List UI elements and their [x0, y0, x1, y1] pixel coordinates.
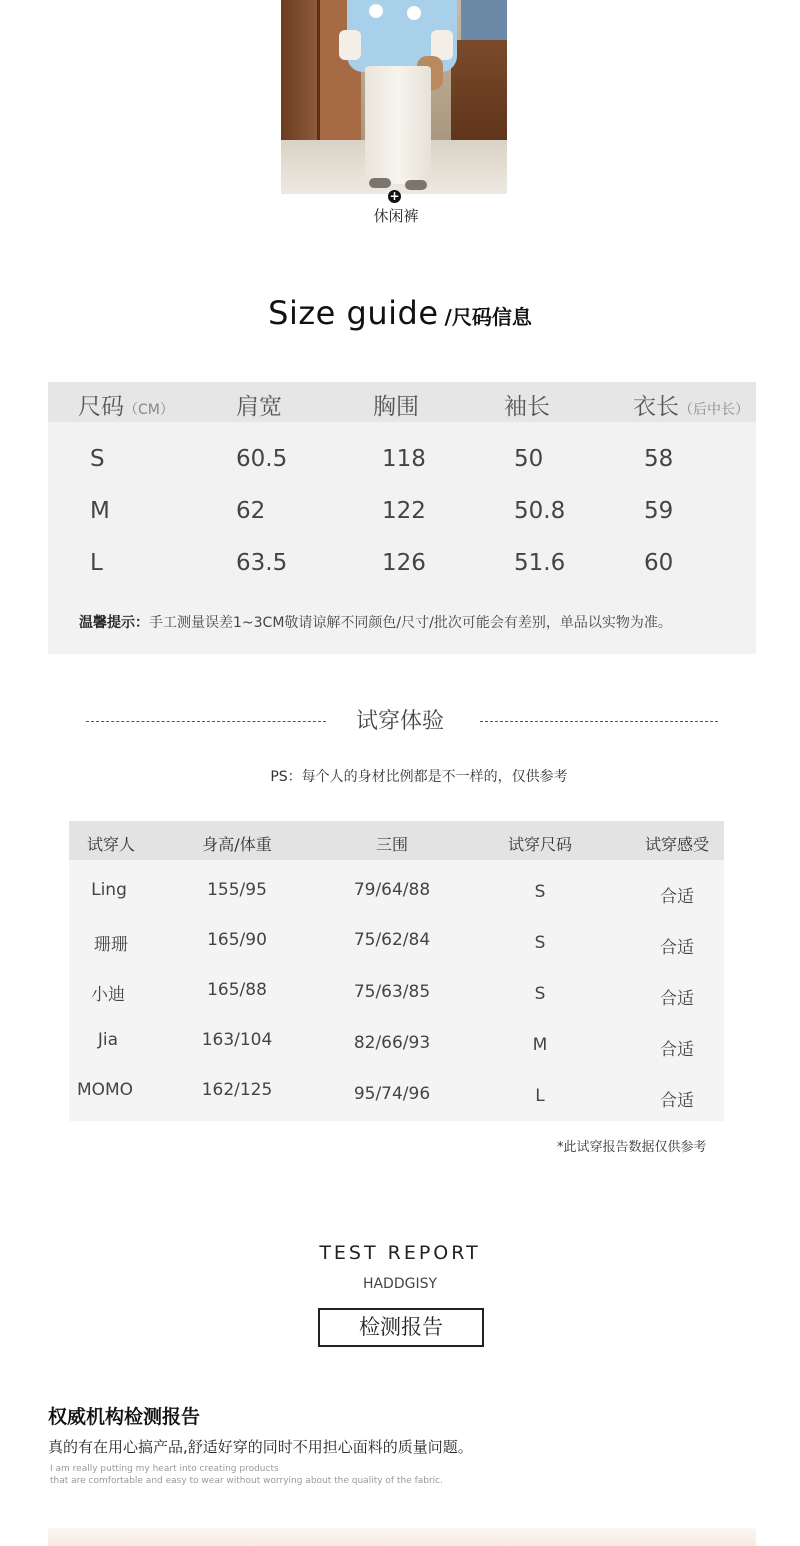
cell-length: 60: [644, 550, 674, 576]
size-row: [48, 492, 756, 532]
cell-shoulder: 63.5: [236, 550, 288, 576]
cell-height-weight: 162/125: [201, 1080, 273, 1100]
try-on-note: PS：每个人的身材比例都是不一样的，仅供参考: [270, 769, 568, 785]
try-on-title: 试穿体验: [355, 709, 444, 734]
cell-height-weight: 155/95: [207, 880, 267, 900]
cell-person: 小迪: [91, 985, 125, 1005]
header-shoulder: 肩宽: [236, 394, 282, 420]
cell-shoulder: 62: [236, 498, 266, 524]
cell-feeling: 合适: [660, 989, 694, 1009]
report-image-top: [48, 1528, 756, 1546]
cell-person: Jia: [97, 1030, 119, 1050]
authority-title: 权威机构检测报告: [48, 1406, 201, 1428]
cell-height-weight: 163/104: [201, 1030, 273, 1050]
brand-name: HADDGISY: [362, 1276, 438, 1292]
cell-person: Ling: [91, 880, 127, 900]
size-tip-label: 温馨提示：: [79, 615, 149, 631]
authority-description: 真的有在用心搞产品,舒适好穿的同时不用担心面料的质量问题。: [48, 1438, 473, 1456]
cell-size: S: [534, 882, 546, 902]
cell-measurements: 79/64/88: [353, 880, 431, 900]
product-caption: 休闲裤: [373, 207, 419, 225]
cell-person: 珊珊: [94, 935, 128, 955]
cell-size: M: [90, 498, 110, 524]
cell-chest: 122: [382, 498, 426, 524]
cell-person: MOMO: [76, 1080, 134, 1100]
cell-measurements: 82/66/93: [353, 1033, 431, 1053]
cell-feeling: 合适: [660, 1040, 694, 1060]
size-guide-title-en: Size guide: [268, 294, 439, 332]
divider-right: [480, 721, 718, 722]
cell-size: L: [535, 1086, 545, 1106]
size-tip-text: 手工测量误差1~3CM敬请谅解不同颜色/尺寸/批次可能会有差别，单品以实物为准。: [149, 615, 672, 631]
size-tip: [79, 612, 672, 632]
table-row: [69, 880, 724, 920]
cell-height-weight: 165/88: [207, 980, 267, 1000]
cell-size: S: [90, 446, 105, 472]
cell-sleeve: 51.6: [514, 550, 566, 576]
cell-height-weight: 165/90: [207, 930, 267, 950]
header-chest: 胸围: [373, 394, 419, 420]
header-length: 衣长（后中长）: [633, 394, 749, 420]
header-measurements: 三围: [375, 835, 409, 854]
cell-size: S: [534, 984, 546, 1004]
header-try-size: 试穿尺码: [507, 835, 573, 854]
header-size: 尺码（CM）: [78, 394, 174, 420]
size-row: [48, 544, 756, 584]
cell-measurements: 75/62/84: [353, 930, 431, 950]
cell-measurements: 95/74/96: [353, 1084, 431, 1104]
try-on-table-header: [69, 821, 724, 860]
size-row: [48, 440, 756, 480]
header-feeling: 试穿感受: [644, 835, 710, 854]
table-row: [69, 980, 724, 1020]
cell-size: L: [90, 550, 103, 576]
table-row: [69, 930, 724, 970]
cell-shoulder: 60.5: [236, 446, 288, 472]
cell-size: S: [534, 933, 546, 953]
product-photo: [281, 0, 507, 194]
cell-size: M: [532, 1035, 548, 1055]
header-person: 试穿人: [86, 835, 136, 854]
cell-chest: 118: [382, 446, 426, 472]
cell-feeling: 合适: [660, 887, 694, 907]
table-row: [69, 1080, 724, 1120]
cell-measurements: 75/63/85: [353, 982, 431, 1002]
size-guide-title: [0, 294, 800, 332]
cell-sleeve: 50: [514, 446, 544, 472]
header-height-weight: 身高/体重: [202, 835, 272, 854]
authority-english-line-1: I am really putting my heart into creating products: [50, 1464, 279, 1474]
try-on-table: [69, 821, 724, 1121]
size-table-header: [48, 382, 756, 422]
cell-feeling: 合适: [660, 1091, 694, 1111]
cell-feeling: 合适: [660, 938, 694, 958]
cell-sleeve: 50.8: [514, 498, 566, 524]
cell-length: 58: [644, 446, 674, 472]
test-report-title: TEST REPORT: [319, 1242, 481, 1264]
cell-length: 59: [644, 498, 674, 524]
authority-english-line-2: that are comfortable and easy to wear without worrying about the quality of the fabric.: [50, 1476, 443, 1486]
try-on-footnote: *此试穿报告数据仅供参考: [557, 1140, 707, 1155]
table-row: [69, 1030, 724, 1070]
test-report-button[interactable]: 检测报告: [318, 1308, 484, 1347]
cell-chest: 126: [382, 550, 426, 576]
size-guide-title-cn: /尺码信息: [444, 305, 532, 329]
header-sleeve: 袖长: [504, 394, 550, 420]
plus-icon[interactable]: +: [389, 189, 400, 203]
